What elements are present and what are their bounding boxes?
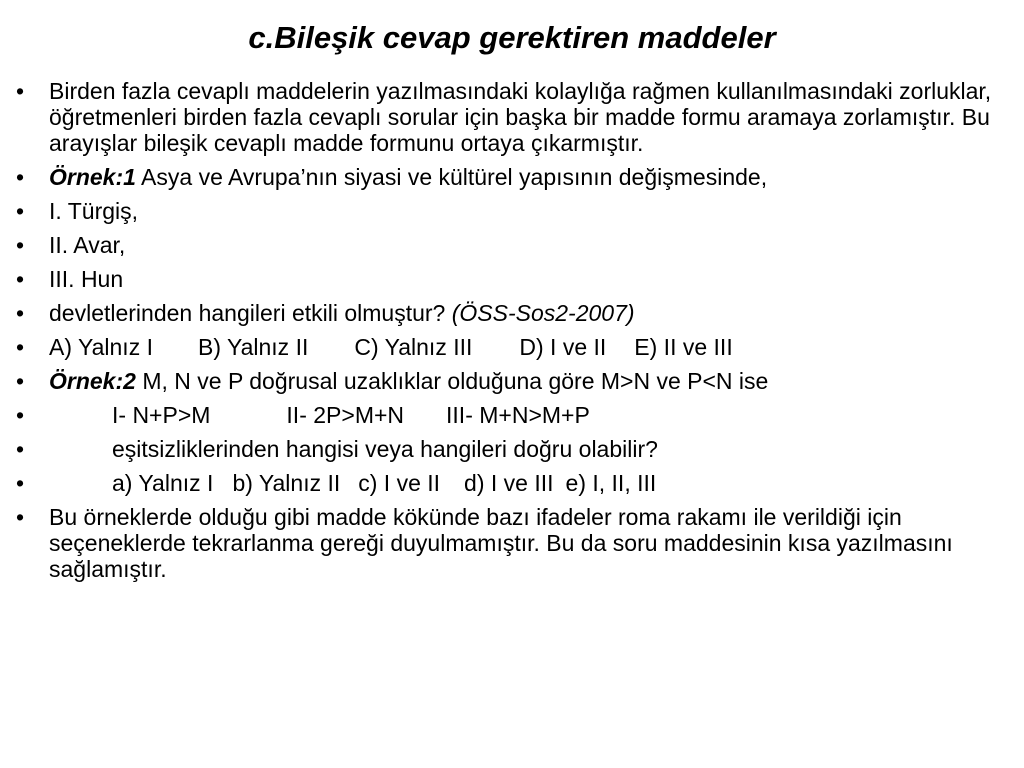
bullet-icon: •: [16, 78, 25, 104]
bullet-example2: [0, 368, 1000, 394]
question-text: devletlerinden hangileri etkili olmuştur?: [49, 300, 452, 326]
item-text: II. Avar,: [49, 232, 126, 258]
bullet-icon: •: [16, 470, 25, 496]
option-b: B) Yalnız II: [197, 334, 309, 360]
source-text: (ÖSS-Sos2-2007): [451, 300, 635, 326]
example2-text: M, N ve P doğrusal uzaklıklar olduğuna göre M>N ve P<N ise: [135, 368, 769, 394]
item-text: I. Türgiş,: [49, 198, 139, 224]
option-d: D) I ve II: [519, 334, 607, 360]
bullet-item-1: [0, 198, 1000, 224]
bullet-icon: •: [16, 436, 25, 462]
bullet-example2-options: [0, 470, 1000, 496]
option2-c: c) I ve II: [358, 470, 441, 496]
intro-text: Birden fazla cevaplı maddelerin yazılmasındaki kolaylığa rağmen kullanılmasındaki zorluklar, öğretmenleri birden fazla cevaplı sorular için başka bir madde formu aramaya zorlamıştır. Bu arayışlar bileşik cevaplı madde formunu ortaya çıkarmıştır.: [49, 78, 992, 156]
option-c: C) Yalnız III: [354, 334, 473, 360]
statement-1: I- N+P>M: [112, 402, 211, 428]
bullet-intro: [0, 78, 1000, 156]
example1-text: Asya ve Avrupa’nın siyasi ve kültürel yapısının değişmesinde,: [135, 164, 768, 190]
bullet-icon: •: [16, 504, 25, 530]
bullet-icon: •: [16, 334, 25, 360]
question2-text: eşitsizliklerinden hangisi veya hangileri doğru olabilir?: [112, 436, 658, 462]
option2-b: b) Yalnız II: [232, 470, 341, 496]
item-text: III. Hun: [49, 266, 124, 292]
bullet-icon: •: [16, 402, 25, 428]
bullet-example2-question: [0, 436, 1000, 462]
statement-3: III- M+N>M+P: [446, 402, 590, 428]
statement-2: II- 2P>M+N: [286, 402, 405, 428]
bullet-example1-question: [0, 300, 1000, 326]
bullet-icon: •: [16, 266, 25, 292]
bullet-example2-statements: [0, 402, 1000, 428]
option2-d: d) I ve III: [464, 470, 554, 496]
bullet-item-3: [0, 266, 1000, 292]
bullet-example1-options: [0, 334, 1000, 360]
slide-title: c.Bileşik cevap gerektiren maddeler: [248, 20, 776, 55]
bullet-list: [0, 78, 1000, 582]
option2-e: e) I, II, III: [565, 470, 657, 496]
option-e: E) II ve III: [634, 334, 733, 360]
bullet-icon: •: [16, 232, 25, 258]
conclusion-text: Bu örneklerde olduğu gibi madde kökünde bazı ifadeler roma rakamı ile verildiği için seçeneklerde tekrarlanma gereği duyulmamıştır. Bu da soru maddesinin kısa yazılmasını sağlamıştır.: [49, 504, 953, 582]
option-a: A) Yalnız I: [49, 334, 153, 360]
bullet-icon: •: [16, 198, 25, 224]
bullet-icon: •: [16, 164, 25, 190]
example2-label: Örnek:2: [49, 368, 136, 394]
bullet-example1: [0, 164, 1000, 190]
bullet-conclusion: [0, 504, 1000, 582]
bullet-icon: •: [16, 300, 25, 326]
bullet-icon: •: [16, 368, 25, 394]
option2-a: a) Yalnız I: [112, 470, 214, 496]
example1-label: Örnek:1: [49, 164, 136, 190]
bullet-item-2: [0, 232, 1000, 258]
